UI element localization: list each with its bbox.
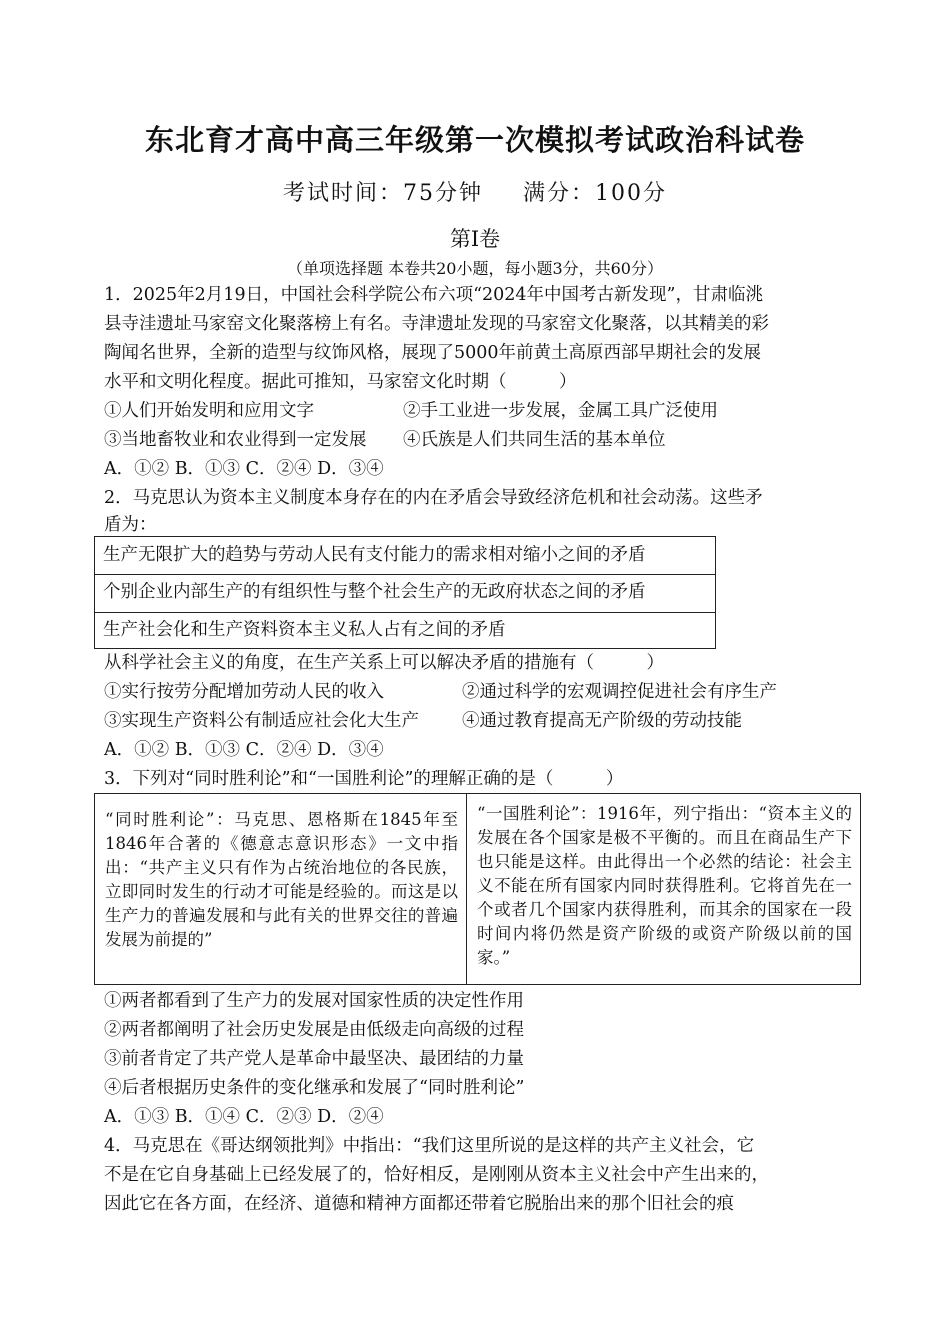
question-1-answers: A．①② B．①③ C．②④ D．③④ [104, 459, 384, 479]
exam-meta [0, 176, 950, 207]
simultaneous-victory-cell: “同时胜利论”：马克思、恩格斯在1845年至1846年合著的《德意志意识形态》一文中指出：“共产主义只有作为占统治地位的各民族，立即同时发生的行动才可能是经验的。而这是以生产力的普遍发展和与此有关的世界交往的普遍发展为前提的” [95, 794, 467, 984]
question-1-option-2: ②手工业进一步发展，金属工具广泛使用 [403, 401, 718, 421]
contradictions-table [94, 536, 716, 649]
exam-title: 东北育才高中高三年级第一次模拟考试政治科试卷 [144, 123, 805, 157]
question-2-option-4: ④通过教育提高无产阶级的劳动技能 [462, 711, 742, 731]
volume-label: 第Ⅰ卷 [449, 227, 501, 251]
question-4-line: 因此它在各方面，在经济、道德和精神方面都还带着它脱胎出来的那个旧社会的痕 [104, 1194, 734, 1214]
question-4-line: 不是在它自身基础上已经发展了的，恰好相反，是刚刚从资本主义社会中产生出来的， [104, 1165, 769, 1185]
question-2-option-2: ②通过科学的宏观调控促进社会有序生产 [462, 682, 777, 702]
question-4-line: 4．马克思在《哥达纲领批判》中指出：“我们这里所说的是这样的共产主义社会，它 [104, 1136, 755, 1156]
question-3-option-2: ②两者都阐明了社会历史发展是由低级走向高级的过程 [104, 1020, 524, 1040]
section-instructions: （单项选择题 本卷共20小题，每小题3分，共60分） [287, 259, 663, 278]
question-1-line: 水平和文明化程度。据此可推知，马家窑文化时期（ ） [104, 372, 577, 392]
question-1-option-4: ④氏族是人们共同生活的基本单位 [403, 430, 666, 450]
contradiction-row: 个别企业内部生产的有组织性与整个社会生产的无政府状态之间的矛盾 [95, 574, 715, 613]
question-3-answers: A．①③ B．①④ C．②③ D．②④ [104, 1107, 384, 1127]
question-3-option-4: ④后者根据历史条件的变化继承和发展了“同时胜利论” [104, 1078, 525, 1098]
exam-full-score: 满分：100分 [523, 181, 667, 206]
question-2-answers: A．①② B．①③ C．②④ D．③④ [104, 740, 384, 760]
question-1-option-1: ①人们开始发明和应用文字 [104, 401, 314, 421]
question-1-line: 陶闻名世界，全新的造型与纹饰风格，展现了5000年前黄土高原西部早期社会的发展 [104, 343, 762, 363]
question-2-line: 盾为： [104, 515, 157, 535]
theories-table [94, 793, 861, 985]
question-1-line: 县寺洼遗址马家窑文化聚落榜上有名。寺津遗址发现的马家窑文化聚落，以其精美的彩 [104, 314, 769, 334]
question-3-option-3: ③前者肯定了共产党人是革命中最坚决、最团结的力量 [104, 1049, 524, 1069]
question-1-line: 1．2025年2月19日，中国社会科学院公布六项“2024年中国考古新发现”，甘肃临洮 [104, 285, 763, 305]
question-2-line: 2．马克思认为资本主义制度本身存在的内在矛盾会导致经济危机和社会动荡。这些矛 [104, 488, 763, 508]
exam-time: 考试时间：75分钟 [283, 181, 483, 206]
contradiction-row: 生产无限扩大的趋势与劳动人民有支付能力的需求相对缩小之间的矛盾 [95, 537, 715, 575]
contradiction-row: 生产社会化和生产资料资本主义私人占有之间的矛盾 [103, 620, 506, 640]
question-2-stem: 从科学社会主义的角度，在生产关系上可以解决矛盾的措施有（ ） [104, 653, 664, 673]
question-2-option-1: ①实行按劳分配增加劳动人民的收入 [104, 682, 384, 702]
single-country-victory-cell: “一国胜利论”：1916年，列宁指出：“资本主义的发展在各个国家是极不平衡的。而且在商品生产下也只能是这样。由此得出一个必然的结论：社会主义不能在所有国家内同时获得胜利。它将首先在一个或者几个国家内获得胜利，而其余的国家在一段时间内将仍然是资产阶级的或资产阶级以前的国家。” [477, 804, 852, 967]
question-2-option-3: ③实现生产资料公有制适应社会化大生产 [104, 711, 419, 731]
question-1-option-3: ③当地畜牧业和农业得到一定发展 [104, 430, 367, 450]
question-3-option-1: ①两者都看到了生产力的发展对国家性质的决定性作用 [104, 991, 524, 1011]
question-3-stem: 3．下列对“同时胜利论”和“一国胜利论”的理解正确的是（ ） [104, 769, 624, 789]
